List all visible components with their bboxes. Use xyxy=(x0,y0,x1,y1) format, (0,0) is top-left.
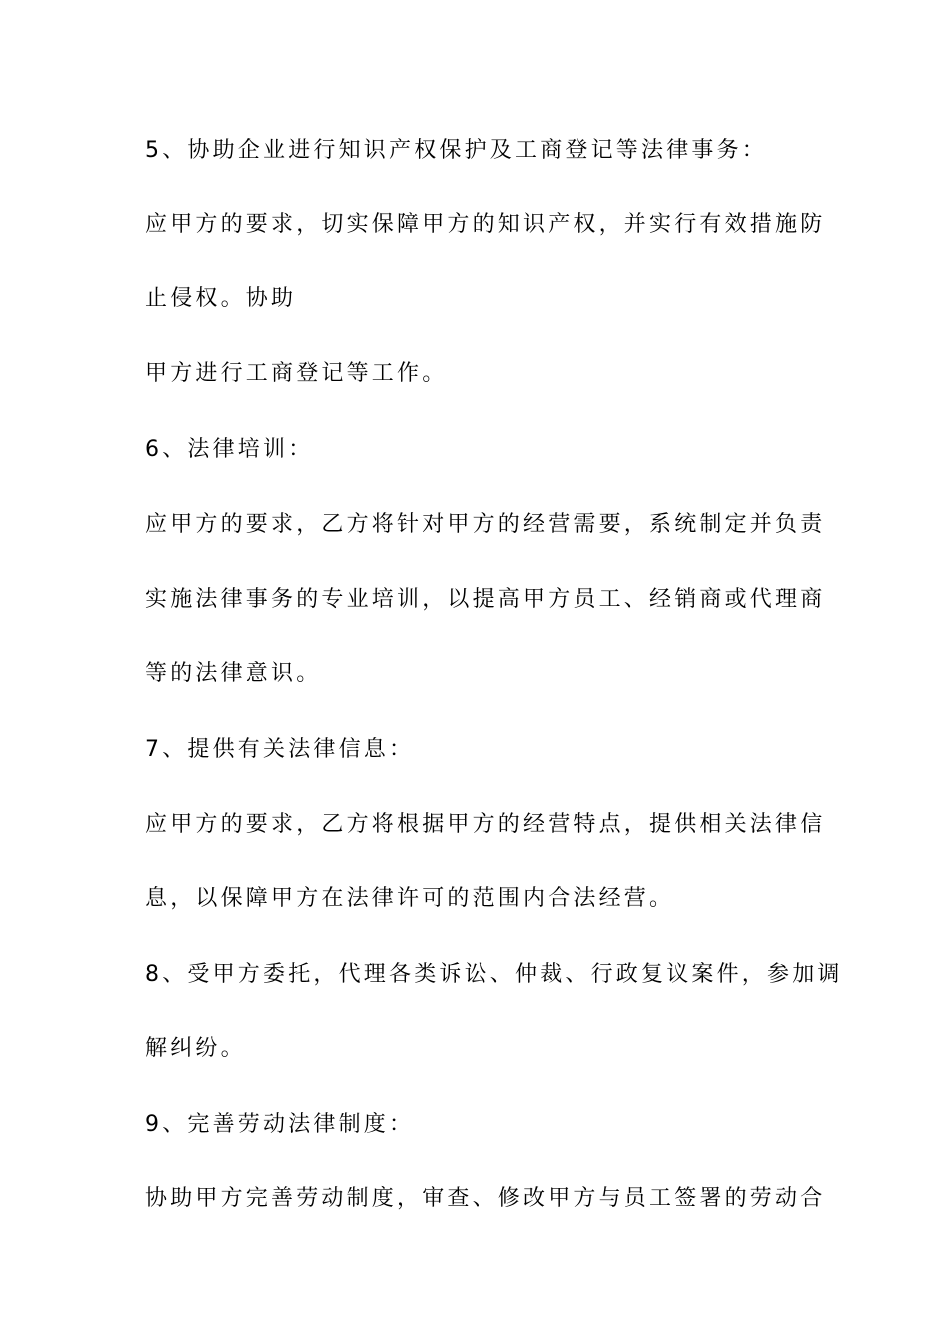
section-5-body-line-3: 甲方进行工商登记等工作。 xyxy=(145,361,448,386)
section-8-line-2: 解纠纷。 xyxy=(145,1036,246,1061)
section-7-body-line-2: 息，以保障甲方在法律许可的范围内合法经营。 xyxy=(145,886,675,911)
section-9-body-line-1: 协助甲方完善劳动制度，审查、修改甲方与员工签署的劳动合 xyxy=(145,1186,826,1211)
section-7-body-line-1: 应甲方的要求，乙方将根据甲方的经营特点，提供相关法律信 xyxy=(145,812,826,837)
section-5-body-line-1: 应甲方的要求，切实保障甲方的知识产权，并实行有效措施防 xyxy=(145,212,826,237)
section-6-body-line-3: 等的法律意识。 xyxy=(145,661,322,686)
section-5-heading: 5、协助企业进行知识产权保护及工商登记等法律事务： xyxy=(145,138,767,163)
section-6-body-line-1: 应甲方的要求，乙方将针对甲方的经营需要，系统制定并负责 xyxy=(145,512,826,537)
section-5-body-line-2: 止侵权。协助 xyxy=(145,286,297,311)
section-6-body-line-2: 实施法律事务的专业培训，以提高甲方员工、经销商或代理商 xyxy=(145,587,826,612)
section-7-heading: 7、提供有关法律信息： xyxy=(145,737,415,762)
section-6-heading: 6、法律培训： xyxy=(145,437,314,462)
section-9-heading: 9、完善劳动法律制度： xyxy=(145,1112,415,1137)
section-8-line-1: 8、受甲方委托，代理各类诉讼、仲裁、行政复议案件，参加调 xyxy=(145,962,843,987)
